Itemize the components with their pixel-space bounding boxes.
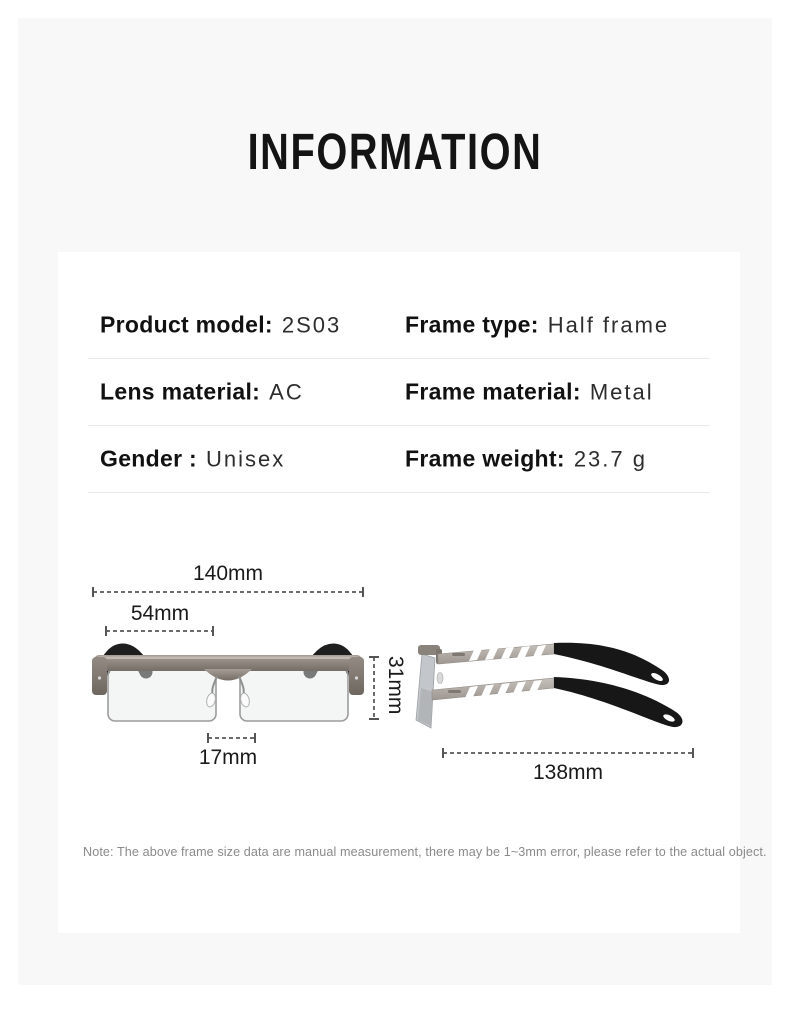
spec-label: Frame type:: [405, 311, 539, 338]
spec-label: Product model:: [100, 311, 273, 338]
spec-frame-type: [405, 312, 669, 339]
dim-line-bridge-width: [208, 737, 255, 739]
dim-label-lens-height: 31mm: [384, 656, 407, 715]
spec-value: Metal: [589, 379, 654, 405]
spec-label: Gender :: [100, 445, 197, 472]
spec-value: 23.7 g: [573, 446, 647, 472]
dim-line-lens-height: [373, 657, 375, 719]
spec-row: [88, 426, 710, 493]
spec-product-model: [100, 312, 341, 339]
spec-row: [88, 359, 710, 426]
spec-card: [58, 252, 767, 933]
dim-label-bridge-width: 17mm: [198, 746, 258, 769]
dim-line-total-width: [93, 591, 363, 593]
spec-gender: [100, 446, 285, 473]
spec-value: Half frame: [547, 312, 670, 338]
size-diagram: [58, 552, 767, 864]
spec-frame-material: [405, 379, 654, 406]
spec-frame-weight: [405, 446, 647, 473]
dim-label-total-width: 140mm: [192, 562, 264, 585]
spec-label: Frame weight:: [405, 445, 565, 472]
spec-label: Frame material:: [405, 378, 581, 405]
dim-label-temple-length: 138mm: [532, 761, 604, 784]
glasses-side-view-image: [412, 638, 700, 734]
spec-row: [88, 292, 710, 359]
dim-line-lens-width: [106, 630, 213, 632]
dim-line-temple-length: [443, 752, 693, 754]
spec-lens-material: [100, 379, 304, 406]
spec-table: [88, 292, 710, 493]
spec-value: AC: [269, 379, 304, 405]
note-text: Note: The above frame size data are manual measurement, there may be 1~3mm error, please refer to the actual object.: [83, 844, 767, 859]
dim-label-lens-width: 54mm: [130, 602, 190, 625]
glasses-front-view-image: [88, 640, 368, 732]
spec-value: 2S03: [281, 312, 342, 338]
page-title: INFORMATION: [247, 123, 543, 180]
spec-label: Lens material:: [100, 378, 261, 405]
spec-value: Unisex: [205, 446, 286, 472]
info-panel: [18, 18, 772, 985]
